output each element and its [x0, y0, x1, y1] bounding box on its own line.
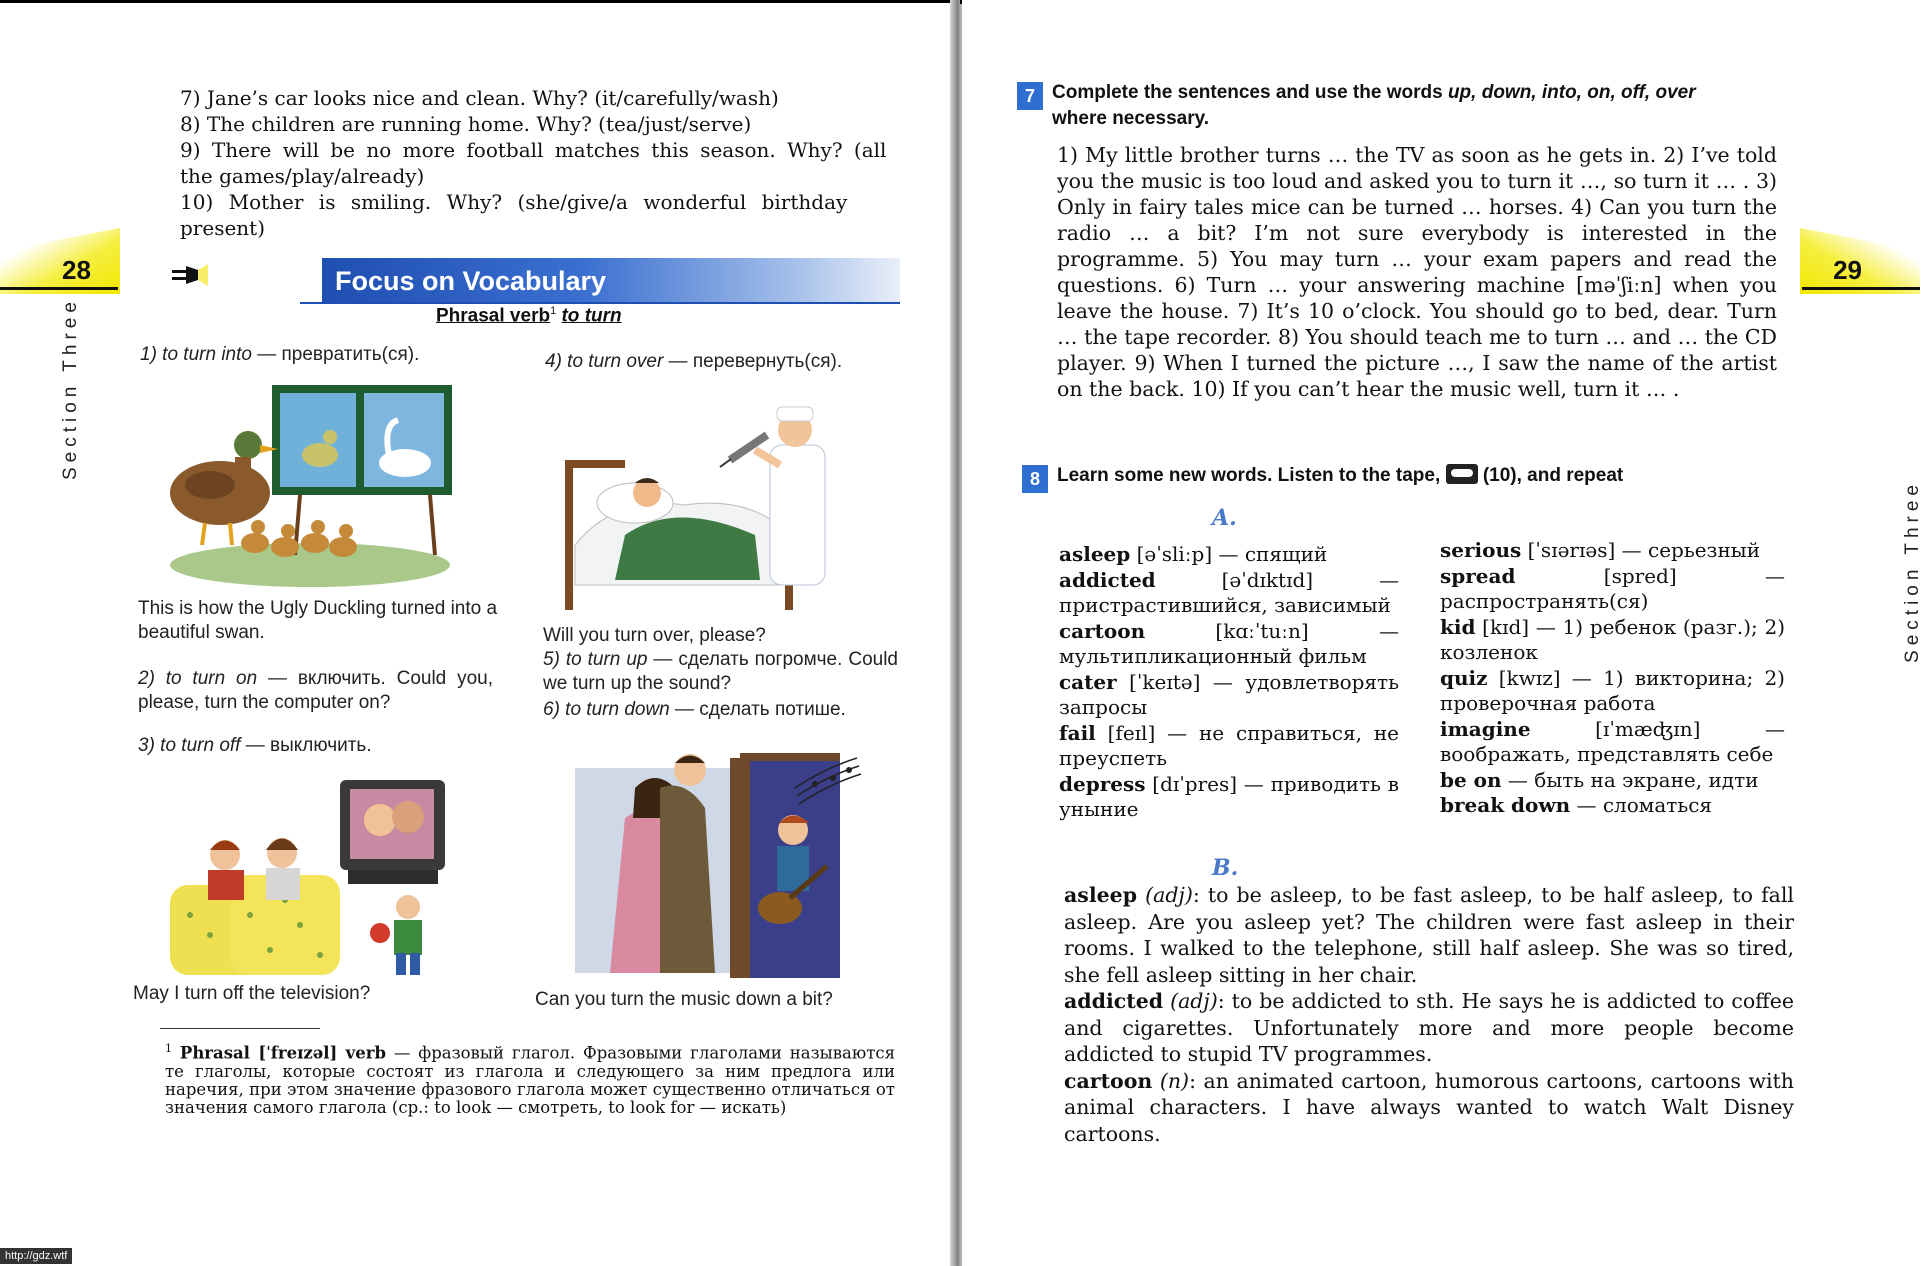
caption-turn-over: Will you turn over, please?	[543, 625, 766, 646]
vocab-definition: [ˈsɪərɪəs] — серьезный	[1521, 538, 1761, 562]
task-7-words: up, down, into, on, off, over	[1447, 82, 1696, 103]
usage-word: asleep	[1064, 883, 1138, 907]
vocab-definition: [əˈsliːp] — спящий	[1130, 542, 1328, 566]
vocab-word: imagine	[1440, 716, 1531, 741]
footnote-rule	[160, 1028, 320, 1029]
nurse-illustration	[555, 385, 865, 615]
caption-tv: May I turn off the television?	[133, 983, 371, 1004]
usage-word: addicted	[1064, 989, 1164, 1013]
vocab-word: serious	[1440, 538, 1522, 562]
usage-text: : to be asleep, to be fast asleep, to be half asleep, to fall asleep. Are you asleep yet? The children were fast asleep in their rooms. I walked to the telephone, still half asleep. She was so tired, she fell asleep sitting in her chair.	[1064, 883, 1794, 987]
section-label-right: Section Three	[1902, 480, 1923, 663]
vocab-definition: [dɪˈpres] — приводить в уныние	[1059, 771, 1399, 821]
usage-entry	[1064, 882, 1794, 988]
vocab-definition: [spred] — распространять(ся)	[1440, 563, 1785, 613]
vocab-entry	[1440, 615, 1785, 666]
vocab-word: be on	[1440, 767, 1502, 792]
page-tab-left	[0, 228, 120, 294]
vocab-definition: [ɪˈmæʤɪn] — воображать, представлять себе	[1440, 716, 1785, 766]
definition-3	[138, 734, 372, 758]
definition-text: — сделать погромче. Could we turn up the sound?	[543, 649, 898, 694]
vocab-entry	[1440, 768, 1785, 794]
task-number-7: 7	[1017, 82, 1043, 110]
exercise-line: 10) Mother is smiling. Why? (she/give/a wonderful birthday	[180, 190, 848, 214]
vocab-word: spread	[1440, 563, 1516, 588]
focus-underline	[300, 302, 900, 304]
footnote-term: Phrasal [ˈfreɪzəl] verb	[179, 1043, 387, 1063]
phrasal-verb-heading	[436, 305, 622, 327]
vocab-entry	[1440, 793, 1785, 819]
vocab-word: kid	[1440, 614, 1476, 639]
vocab-word: break down	[1440, 793, 1571, 817]
task-7-heading	[1052, 80, 1696, 106]
exercise-line: 9) There will be no more football matches this season. Why? (all	[180, 138, 887, 162]
vocab-entry	[1059, 721, 1399, 772]
vocab-definition: — быть на экране, идти	[1501, 767, 1759, 792]
vocab-entry	[1059, 670, 1399, 721]
vocab-definition: [kɑːˈtuːn] — мультипликационный фильм	[1059, 618, 1399, 668]
task-7-heading-text: Complete the sentences and use the words	[1052, 82, 1448, 103]
site-credit: http://gdz.wtf	[0, 1248, 72, 1264]
usage-text: : to be addicted to sth. He says he is addicted to coffee and cigarettes. Unfortunately more and more people become addicted to stupid TV programmes.	[1064, 989, 1794, 1066]
vocab-word: cartoon	[1059, 618, 1146, 643]
music-door-illustration	[565, 748, 865, 978]
definition-text: — превратить(ся).	[251, 344, 420, 365]
definition-term: 3) to turn off	[138, 735, 241, 756]
vocab-word: quiz	[1440, 665, 1488, 690]
vocab-word: asleep	[1059, 542, 1131, 566]
task-7-heading-end: where necessary.	[1052, 108, 1210, 129]
page-rule-left	[0, 287, 118, 290]
usage-text: : an animated cartoon, humorous cartoons, cartoons with animal characters. I have always wanted to watch Walt Disney cartoons.	[1064, 1068, 1794, 1146]
right-page	[962, 0, 1923, 1266]
exercise-line: 7) Jane’s car looks nice and clean. Why? (it/carefully/wash)	[180, 86, 779, 110]
caption-duckling: This is how the Ugly Duckling turned into a beautiful swan.	[138, 598, 498, 643]
definition-2	[138, 667, 493, 715]
vocab-entry	[1440, 564, 1785, 615]
definition-4	[545, 350, 842, 374]
vocab-definition: [əˈdɪktɪd] — пристрастившийся, зависимый	[1059, 567, 1399, 617]
vocab-definition: [ˈkeɪtə] — удовлетворять запросы	[1059, 669, 1399, 719]
vocab-entry	[1440, 717, 1785, 768]
task-7-body: 1) My little brother turns … the TV as soon as he gets in. 2) I’ve told you the music is too loud and asked you to turn it …, so turn it … . 3) Only in fairy tales mice can be turned … horses. 4) Can you turn the radio … a bit? I’m not sure everybody is interested in the programme. 5) You may turn … your exam papers and read the questions. 6) Turn … your answering machine [məˈʃiːn] when you leave the house. 7) It’s 10 o’clock. You should go to bed, dear. Turn … the tape recorder. 8) You should teach me to turn … and … the CD player. 9) When I turned the picture …, I saw the name of the artist on the back. 10) If you can’t hear the music well, turn it … .	[1057, 143, 1777, 401]
vocab-definition: [feɪl] — не справиться, не преуспеть	[1059, 720, 1399, 770]
task-8-heading-text: Learn some new words. Listen to the tape,	[1057, 465, 1441, 486]
usage-pos: (adj)	[1137, 883, 1193, 907]
flashlight-icon	[172, 264, 208, 286]
vocab-definition: [kwɪz] — 1) викторина; 2) проверочная работа	[1440, 665, 1785, 715]
left-page	[0, 0, 955, 1266]
focus-title: Focus on Vocabulary	[335, 266, 607, 296]
usage-entry	[1064, 988, 1794, 1068]
page-number-left: 28	[62, 255, 91, 285]
definition-5	[543, 648, 898, 696]
page-rule-right	[1802, 287, 1920, 290]
vocab-entry	[1059, 568, 1399, 619]
definition-term: 4) to turn over	[545, 351, 664, 372]
usage-word: cartoon	[1064, 1068, 1153, 1093]
part-b-label: B.	[1212, 855, 1239, 881]
exercise-line: 8) The children are running home. Why? (tea/just/serve)	[180, 112, 752, 136]
caption-music: Can you turn the music down a bit?	[535, 989, 833, 1010]
definition-term: 5) to turn up	[543, 649, 648, 670]
vocab-entry	[1059, 772, 1399, 823]
usage-entry	[1064, 1068, 1794, 1148]
phrasal-verb: to turn	[561, 305, 622, 327]
vocab-word: addicted	[1059, 567, 1156, 592]
ugly-duckling-illustration	[160, 375, 460, 585]
definition-6	[543, 698, 846, 722]
cassette-tape-icon	[1446, 464, 1478, 484]
definition-1	[140, 343, 419, 367]
phrasal-heading-text: Phrasal verb	[436, 305, 551, 327]
footnote-mark: 1	[165, 1042, 172, 1055]
vocab-definition: [kɪd] — 1) ребенок (разг.); 2) козленок	[1440, 614, 1785, 664]
vocab-word: fail	[1059, 720, 1096, 745]
vocab-entry	[1440, 538, 1785, 564]
usage-pos: (n)	[1152, 1068, 1190, 1093]
vocab-word: depress	[1059, 771, 1146, 796]
definition-text: — выключить.	[240, 735, 372, 756]
part-a-label: A.	[1212, 505, 1237, 531]
definition-text: — сделать потише.	[669, 699, 846, 720]
vocab-list-left	[1059, 542, 1399, 823]
definition-term: 1) to turn into	[140, 344, 252, 365]
section-label-left: Section Three	[60, 297, 81, 480]
vocab-word: cater	[1059, 669, 1117, 694]
exercise-line: the games/play/already)	[180, 164, 425, 188]
vocab-entry	[1059, 619, 1399, 670]
footnote	[165, 1040, 895, 1117]
task-number-8: 8	[1022, 465, 1048, 493]
definition-term: 2) to turn on	[138, 668, 258, 689]
task-8-heading-end: (10), and repeat	[1482, 465, 1624, 486]
footnote-ref: 1	[550, 305, 557, 317]
vocab-entry	[1440, 666, 1785, 717]
page-number-right: 29	[1833, 255, 1862, 285]
top-edge	[0, 0, 955, 3]
definition-text: — включить. Could you, please, turn the computer on?	[138, 668, 493, 713]
part-b-text	[1064, 882, 1794, 1147]
definition-text: — перевернуть(ся).	[663, 351, 843, 372]
vocab-definition: — сломаться	[1570, 793, 1713, 817]
vocab-entry	[1059, 542, 1399, 568]
task-8-heading	[1057, 463, 1623, 489]
usage-pos: (adj)	[1163, 989, 1218, 1013]
definition-term: 6) to turn down	[543, 699, 670, 720]
exercise-line: present)	[180, 216, 266, 240]
family-tv-illustration	[170, 765, 470, 980]
vocab-list-right	[1440, 538, 1785, 819]
footnote-text: — фразовый глагол. Фразовыми глаголами называются те глаголы, которые состоят из глагола и следующего за ним предлога или наречия, при этом значение фразового глагола может существенно отличаться от значения самого глагола (ср.: to look — смотреть, to look for — искать)	[165, 1043, 896, 1117]
